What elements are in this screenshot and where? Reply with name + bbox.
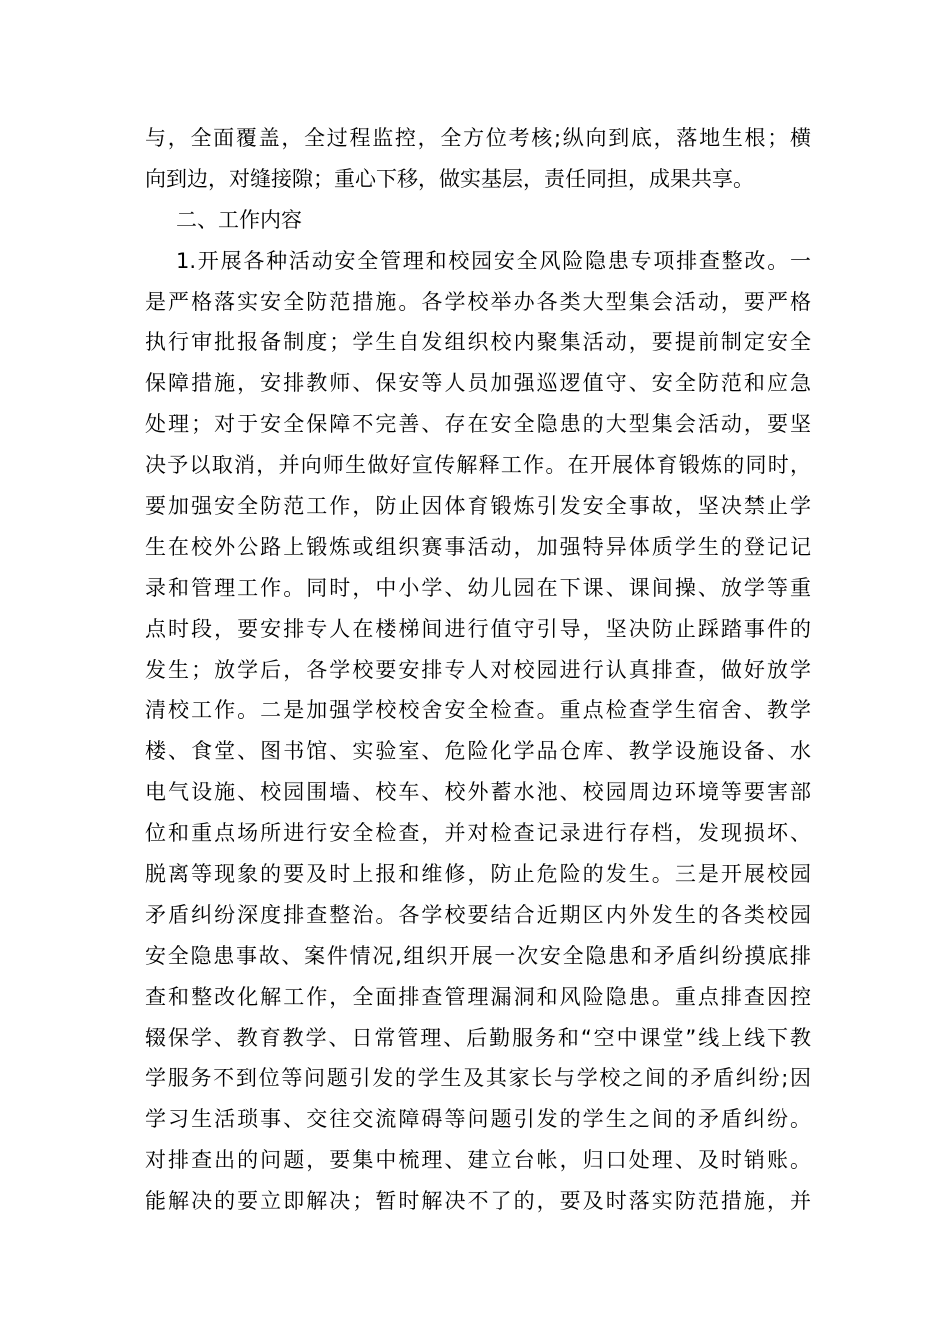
paragraph-line: 位和重点场所进行安全检查，并对检查记录进行存档，发现损坏、 (145, 821, 811, 846)
paragraph-line: 录和管理工作。同时，中小学、幼儿园在下课、课间操、放学等重 (145, 575, 811, 600)
paragraph-line: 能解决的要立即解决；暂时解决不了的，要及时落实防范措施，并 (145, 1189, 811, 1214)
paragraph-line: 学习生活琐事、交往交流障碍等问题引发的学生之间的矛盾纠纷。 (145, 1107, 811, 1132)
paragraph-line: 保障措施，安排教师、保安等人员加强巡逻值守、安全防范和应急 (145, 371, 811, 396)
paragraph-line: 执行审批报备制度；学生自发组织校内聚集活动，要提前制定安全 (145, 330, 811, 355)
paragraph-line: 发生；放学后，各学校要安排专人对校园进行认真排查，做好放学 (145, 657, 811, 682)
paragraph-line: 要加强安全防范工作，防止因体育锻炼引发安全事故，坚决禁止学 (145, 494, 811, 519)
paragraph-line: 脱离等现象的要及时上报和维修，防止危险的发生。三是开展校园 (145, 862, 811, 887)
body-text (145, 118, 811, 1222)
paragraph-line: 与，全面覆盖，全过程监控，全方位考核;纵向到底，落地生根；横 (145, 126, 811, 150)
paragraph-line: 查和整改化解工作，全面排查管理漏洞和风险隐患。重点排查因控 (145, 984, 811, 1009)
paragraph-line: 清校工作。二是加强学校校舍安全检查。重点检查学生宿舍、教学 (145, 698, 811, 723)
paragraph-line: 矛盾纠纷深度排查整治。各学校要结合近期区内外发生的各类校园 (145, 902, 811, 927)
paragraph-line: 电气设施、校园围墙、校车、校外蓄水池、校园周边环境等要害部 (145, 780, 811, 805)
paragraph-line: 决予以取消，并向师生做好宣传解释工作。在开展体育锻炼的同时， (145, 453, 811, 478)
paragraph-line: 生在校外公路上锻炼或组织赛事活动，加强特异体质学生的登记记 (145, 534, 811, 559)
paragraph-line: 楼、食堂、图书馆、实验室、危险化学品仓库、教学设施设备、水 (145, 739, 811, 764)
paragraph-line: 是严格落实安全防范措施。各学校举办各类大型集会活动，要严格 (145, 289, 811, 314)
paragraph-line: 向到边，对缝接隙；重心下移，做实基层，责任同担，成果共享。 (145, 166, 754, 191)
section-heading: 二、工作内容 (176, 207, 302, 232)
paragraph-line: 安全隐患事故、案件情况,组织开展一次安全隐患和矛盾纠纷摸底排 (145, 943, 811, 968)
paragraph-line: 1.开展各种活动安全管理和校园安全风险隐患专项排查整改。一 (176, 248, 811, 273)
paragraph-line: 对排查出的问题，要集中梳理、建立台帐，归口处理、及时销账。 (145, 1148, 811, 1173)
paragraph-line: 处理；对于安全保障不完善、存在安全隐患的大型集会活动，要坚 (145, 412, 811, 437)
paragraph-line: 辍保学、教育教学、日常管理、后勤服务和“空中课堂”线上线下教 (145, 1025, 811, 1050)
paragraph-line: 点时段，要安排专人在楼梯间进行值守引导，坚决防止踩踏事件的 (145, 616, 811, 641)
paragraph-line: 学服务不到位等问题引发的学生及其家长与学校之间的矛盾纠纷;因 (145, 1066, 811, 1091)
